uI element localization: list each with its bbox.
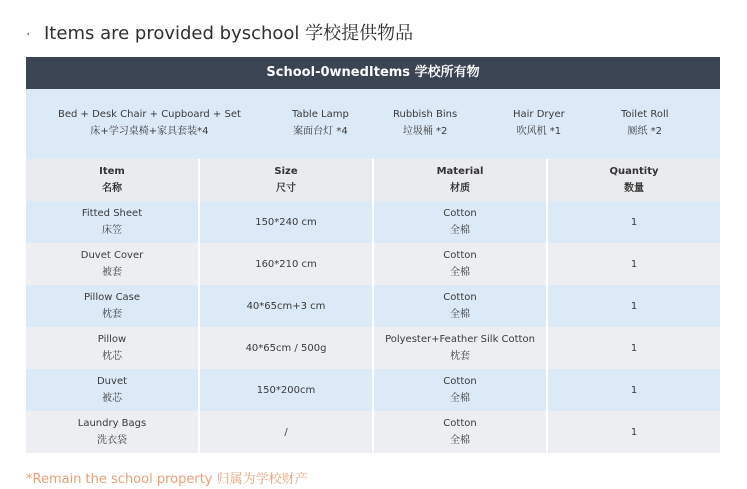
provided-item-en: Rubbish Bins [393,109,458,120]
provided-item-en: Toilet Roll [621,109,669,120]
table-title: School-0wnedItems 学校所有物 [26,57,720,89]
provided-item-cn: 床+学习桌椅+家具套装*4 [90,126,209,137]
column-header-quantity: Quantity 数量 [547,159,720,201]
cell-quantity: 1 [547,327,720,369]
column-header-size: Size 尺寸 [199,159,373,201]
provided-item-en: Table Lamp [292,109,349,120]
items-grid [26,159,720,453]
cell-item: Pillow Case 枕套 [26,285,199,327]
column-header-material: Material 材质 [373,159,547,201]
column-header-item: Item 名称 [26,159,199,201]
table-row [26,201,720,243]
provided-item [292,106,349,140]
cell-quantity: 1 [547,201,720,243]
cell-size: 160*210 cm [199,243,373,285]
cell-item: Pillow 枕芯 [26,327,199,369]
provided-item-en: Bed + Desk Chair + Cupboard + Set [58,109,241,120]
table-row [26,411,720,453]
cell-item: Duvet Cover 被套 [26,243,199,285]
provided-item [58,106,241,140]
provided-item-cn: 厕纸 *2 [627,126,663,137]
section-heading [26,20,413,48]
provided-item [621,106,669,140]
provided-item [393,106,457,140]
cell-material: Cotton 全棉 [373,285,547,327]
cell-quantity: 1 [547,411,720,453]
bullet-icon: · [26,27,31,43]
cell-size: / [199,411,373,453]
cell-material: Cotton 全棉 [373,201,547,243]
cell-item: Duvet 被芯 [26,369,199,411]
table-row [26,327,720,369]
cell-size: 40*65cm / 500g [199,327,373,369]
provided-item-en: Hair Dryer [513,109,565,120]
heading-text: Items are provided byschool 学校提供物品 [44,23,414,44]
cell-size: 150*240 cm [199,201,373,243]
cell-material: Polyester+Feather Silk Cotton 枕套 [373,327,547,369]
provided-item-cn: 吹风机 *1 [516,126,562,137]
school-items-table [26,57,720,453]
cell-size: 40*65cm+3 cm [199,285,373,327]
table-row [26,243,720,285]
table-header-row [26,159,720,201]
cell-material: Cotton 全棉 [373,411,547,453]
cell-size: 150*200cm [199,369,373,411]
cell-quantity: 1 [547,285,720,327]
table-row [26,285,720,327]
provided-item-cn: 案面台灯 *4 [293,126,348,137]
cell-material: Cotton 全棉 [373,369,547,411]
table-row [26,369,720,411]
cell-item: Laundry Bags 洗衣袋 [26,411,199,453]
provided-item-cn: 垃圾桶 *2 [402,126,448,137]
provided-item [513,106,565,140]
cell-quantity: 1 [547,243,720,285]
provided-items-band [26,89,720,159]
cell-material: Cotton 全棉 [373,243,547,285]
cell-quantity: 1 [547,369,720,411]
ownership-note: *Remain the school property 归属为学校财产 [26,472,308,487]
cell-item: Fitted Sheet 床笠 [26,201,199,243]
